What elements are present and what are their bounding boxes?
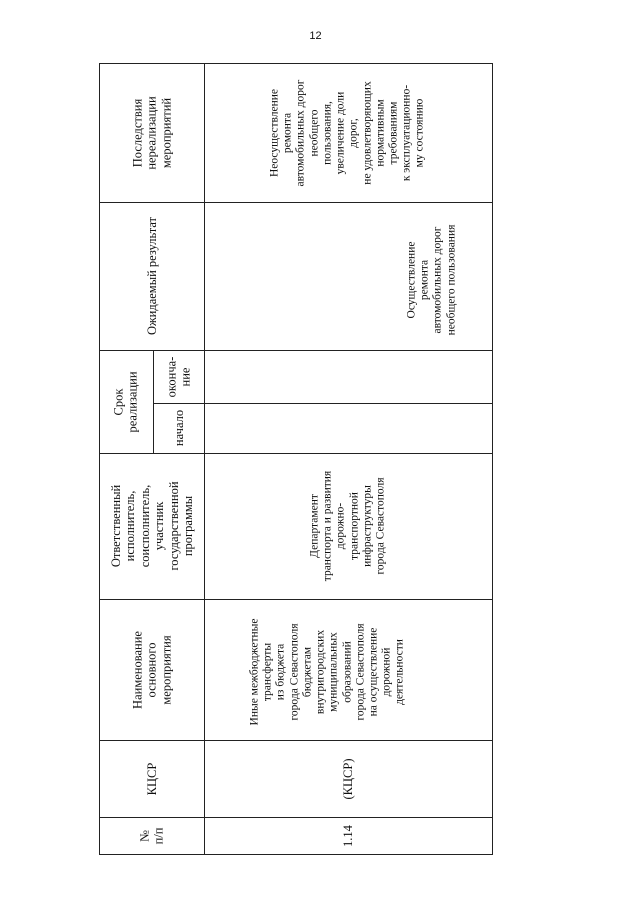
text-line: автомобильных дорог bbox=[432, 226, 444, 334]
text-line: реализации bbox=[126, 370, 140, 433]
header-term-end bbox=[153, 350, 204, 403]
text-line: ние bbox=[178, 367, 193, 386]
header-name bbox=[99, 599, 204, 740]
text-line: внутригородских bbox=[314, 629, 327, 715]
text-line: мероприятия bbox=[158, 634, 173, 705]
header-executor bbox=[99, 453, 204, 599]
text-line: инфраструктуры bbox=[361, 485, 374, 567]
text-line: Срок bbox=[111, 388, 126, 415]
text-line: участник bbox=[151, 501, 166, 551]
text-line: необщего пользования bbox=[445, 224, 458, 336]
text-line: Департамент bbox=[308, 494, 321, 558]
text-line: дорожно- bbox=[334, 502, 347, 550]
header-result bbox=[99, 202, 204, 350]
text-line: п/п bbox=[151, 827, 166, 845]
text-line: трансферты bbox=[261, 642, 274, 702]
text-line: пользования, bbox=[321, 100, 334, 165]
text-line: дорожной bbox=[380, 647, 393, 697]
cell-term-start bbox=[204, 403, 492, 453]
text-line: на осуществление bbox=[367, 627, 380, 717]
text-line: начало bbox=[171, 409, 186, 447]
text-line: из бюджета bbox=[275, 643, 288, 701]
text-line: программы bbox=[180, 495, 195, 557]
events-table bbox=[99, 63, 493, 855]
cell-result bbox=[204, 202, 492, 350]
text-line: транспортной bbox=[348, 492, 360, 560]
text-line: города Севастополя bbox=[288, 623, 301, 721]
text-line: к эксплуатационно- bbox=[400, 84, 413, 181]
text-line: дорог, bbox=[348, 117, 360, 148]
text-line: КЦСР bbox=[144, 762, 159, 795]
text-line: ремонта bbox=[418, 259, 431, 301]
text-line: автомобильных дорог bbox=[295, 79, 308, 186]
header-term-start bbox=[153, 403, 204, 453]
header-num bbox=[99, 817, 204, 855]
text-line: города Севастополя bbox=[374, 477, 387, 575]
text-line: (КЦСР) bbox=[340, 758, 355, 799]
text-line: № bbox=[137, 830, 152, 842]
text-line: транспорта и развития bbox=[321, 470, 334, 582]
cell-name bbox=[204, 599, 492, 740]
text-line: города Севастополя bbox=[354, 623, 367, 721]
text-line: бюджетам bbox=[301, 646, 314, 698]
cell-consequences bbox=[204, 63, 492, 202]
text-line: нормативным bbox=[374, 98, 387, 167]
cell-kcsr bbox=[204, 740, 492, 817]
text-line: соисполнитель, bbox=[137, 484, 152, 568]
cell-term-end bbox=[204, 350, 492, 403]
text-line: Наименование bbox=[129, 630, 144, 709]
text-line: Иные межбюджетные bbox=[248, 618, 261, 726]
header-kcsr bbox=[99, 740, 204, 817]
cell-executor bbox=[204, 453, 492, 599]
text-line: основного bbox=[144, 642, 159, 697]
text-line: Ответственный bbox=[108, 484, 123, 568]
text-line: необщего bbox=[308, 109, 321, 156]
text-line: не удовлетворяющих bbox=[361, 80, 374, 185]
text-line: оконча- bbox=[164, 356, 179, 397]
cell-num bbox=[204, 817, 492, 855]
text-line: муниципальных bbox=[328, 632, 340, 712]
text-line: государственной bbox=[165, 481, 180, 571]
table-border-right bbox=[492, 63, 493, 855]
page-number: 12 bbox=[309, 30, 322, 42]
text-line: образований bbox=[341, 641, 354, 703]
text-line: Ожидаемый результат bbox=[144, 216, 159, 336]
text-line: деятельности bbox=[394, 639, 407, 705]
text-line: Последствия bbox=[129, 98, 144, 167]
header-consequences bbox=[99, 63, 204, 202]
text-line: Неосуществление bbox=[268, 88, 281, 177]
header-term bbox=[99, 350, 153, 453]
text-line: 1.14 bbox=[340, 825, 355, 847]
text-line: увеличение доли bbox=[334, 91, 347, 174]
text-line: нереализации bbox=[144, 95, 159, 170]
text-line: требованиям bbox=[387, 101, 400, 164]
text-line: исполнитель, bbox=[122, 490, 137, 562]
text-line: ремонта bbox=[281, 112, 294, 153]
text-line: Осуществление bbox=[405, 241, 418, 319]
text-line: му состоянию bbox=[414, 98, 427, 167]
text-line: мероприятий bbox=[158, 97, 173, 168]
